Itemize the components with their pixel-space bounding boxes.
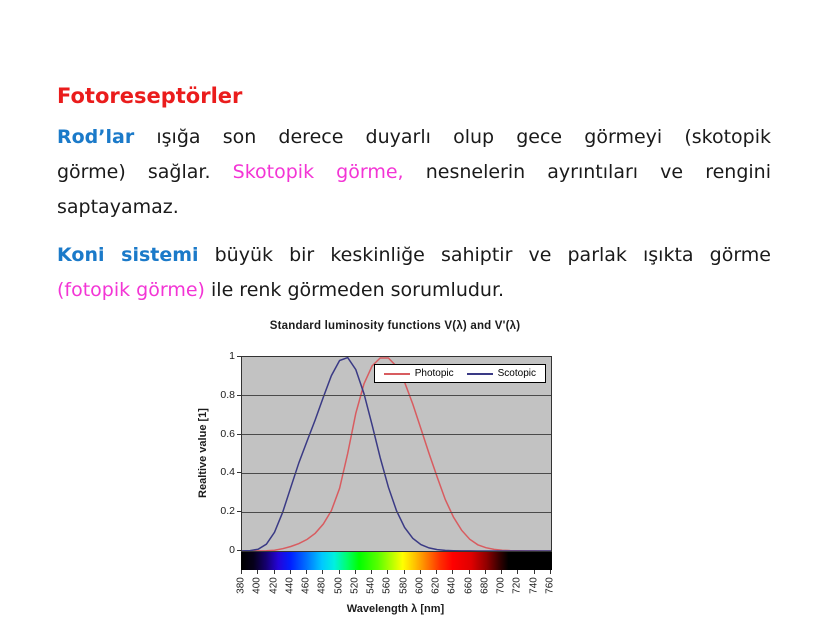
curves-canvas — [242, 357, 551, 551]
scotopic-line-sample — [467, 373, 493, 375]
y-tick-mark — [237, 550, 241, 551]
paragraph-rods-line-3 — [57, 190, 771, 225]
term-koni-sistemi: Koni sistemi — [57, 244, 199, 266]
x-tick-label: 760 — [544, 577, 556, 594]
gridline — [242, 473, 551, 474]
y-tick-mark — [237, 511, 241, 512]
y-tick-mark — [237, 356, 241, 357]
y-tick-label: 0 — [229, 544, 235, 556]
x-tick-label: 540 — [365, 577, 377, 594]
y-tick-label: 1 — [229, 350, 235, 362]
y-tick-mark — [237, 395, 241, 396]
paragraph-cones-line-1 — [57, 238, 771, 273]
gridline — [242, 434, 551, 435]
paragraph-rods-line-1 — [57, 120, 771, 155]
x-tick-label: 420 — [268, 577, 280, 594]
x-tick-label: 740 — [528, 577, 540, 594]
term-skotopik-gorme: Skotopik görme, — [232, 161, 404, 183]
term-rodlar: Rod’lar — [57, 126, 135, 148]
text-segment: görme) sağlar. — [57, 161, 233, 183]
text-segment: nesnelerin ayrıntıları ve rengini — [403, 161, 771, 183]
spectrum-bar — [241, 552, 552, 570]
x-tick-label: 460 — [300, 577, 312, 594]
scotopic-curve — [242, 358, 551, 551]
legend-entry-photopic — [384, 368, 454, 379]
x-tick-label: 520 — [349, 577, 361, 594]
x-tick-label: 440 — [284, 577, 296, 594]
plot-area — [241, 356, 552, 552]
x-tick-label: 560 — [381, 577, 393, 594]
y-axis-title: Realtive value [1] — [197, 408, 209, 498]
x-tick-label: 380 — [235, 577, 247, 594]
text-segment: büyük bir keskinliğe sahiptir ve parlak ışıkta görme — [198, 244, 771, 266]
paragraph-rods — [57, 120, 771, 225]
x-tick-label: 500 — [333, 577, 345, 594]
x-tick-label: 620 — [430, 577, 442, 594]
page-title: Fotoreseptörler — [57, 84, 243, 108]
x-tick-label: 720 — [511, 577, 523, 594]
paragraph-rods-line-2 — [57, 155, 771, 190]
chart-legend — [374, 364, 546, 383]
x-tick-label: 480 — [316, 577, 328, 594]
text-segment: ile renk görmeden sorumludur. — [204, 279, 505, 301]
legend-label-photopic: Photopic — [414, 368, 454, 379]
y-tick-label: 0.2 — [220, 505, 235, 518]
y-tick-label: 0.6 — [220, 427, 235, 440]
text-segment: saptayamaz. — [57, 196, 179, 218]
paragraph-cones-line-2 — [57, 273, 771, 308]
photopic-line-sample — [384, 373, 410, 375]
legend-label-scotopic: Scotopic — [497, 368, 536, 379]
x-tick-label: 700 — [495, 577, 507, 594]
luminosity-chart — [190, 314, 610, 619]
gridline — [242, 512, 551, 513]
chart-title: Standard luminosity functions V(λ) and V'(λ) — [269, 320, 521, 332]
y-tick-mark — [237, 434, 241, 435]
text-segment: ışığa son derece duyarlı olup gece görmeyi (skotopik — [134, 126, 771, 148]
x-axis-title: Wavelength λ [nm] — [346, 603, 445, 615]
y-tick-label: 0.4 — [220, 466, 235, 479]
photopic-curve — [242, 358, 551, 551]
x-tick-label: 640 — [446, 577, 458, 594]
term-fotopik-gorme: (fotopik görme) — [57, 279, 205, 301]
legend-entry-scotopic — [467, 368, 536, 379]
x-tick-label: 580 — [398, 577, 410, 594]
x-tick-label: 600 — [414, 577, 426, 594]
x-tick-label: 660 — [463, 577, 475, 594]
gridline — [242, 395, 551, 396]
y-tick-mark — [237, 472, 241, 473]
x-tick-label: 400 — [251, 577, 263, 594]
paragraph-cones — [57, 238, 771, 308]
y-tick-label: 0.8 — [220, 388, 235, 401]
x-tick-label: 680 — [479, 577, 491, 594]
